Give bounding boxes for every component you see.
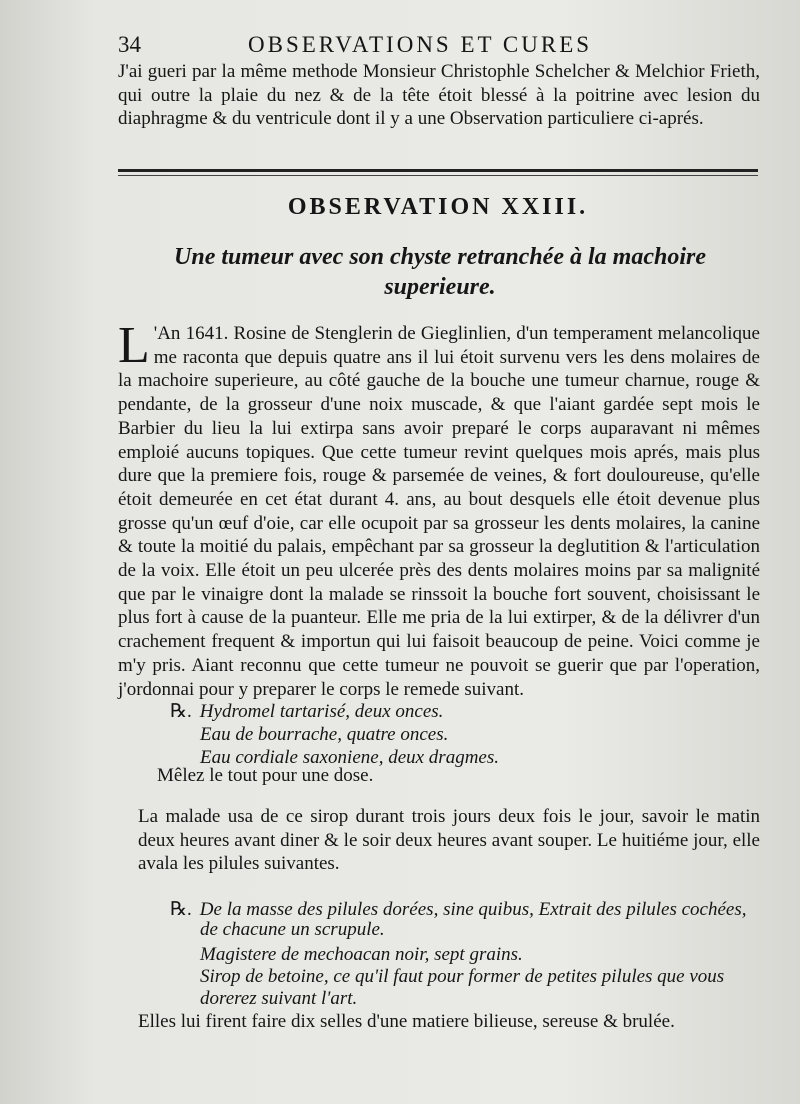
page-number: 34 xyxy=(118,32,141,57)
divider-thick-rule xyxy=(118,169,758,172)
observation-subtitle: Une tumeur avec son chyste retranchée à la machoire superieure. xyxy=(174,244,706,300)
recipe2-line-5: dorerez suivant l'art. xyxy=(200,988,358,1009)
recipe1-line-1-text: Hydromel tartarisé, deux onces. xyxy=(199,701,444,722)
recipe1-line-3: Eau cordiale saxoniene, deux dragmes. xyxy=(200,747,499,768)
recipe2-line-2: de chacune un scrupule. xyxy=(200,919,385,940)
recipe-symbol: ℞. xyxy=(170,899,192,920)
recipe2-line-3: Magistere de mechoacan noir, sept grains. xyxy=(200,944,523,965)
recipe-symbol: ℞. xyxy=(170,701,192,722)
recipe2-line-4: Sirop de betoine, ce qu'il faut pour former de petites pilules que vous xyxy=(200,966,725,987)
recipe1-line-2: Eau de bourrache, quatre onces. xyxy=(200,724,449,745)
recipe1-line-1 xyxy=(170,700,443,723)
recipe1-closing: Mêlez le tout pour une dose. xyxy=(157,765,374,786)
page-header xyxy=(118,32,768,60)
observation-body xyxy=(118,317,760,700)
drop-cap: L xyxy=(118,317,150,374)
running-title: OBSERVATIONS ET CURES xyxy=(248,32,593,57)
recipe2-line-1-text: De la masse des pilules dorées, sine quibus, Extrait des pilules cochées, xyxy=(199,899,747,920)
divider-thin-rule xyxy=(118,175,758,176)
final-line: Elles lui firent faire dix selles d'une matiere bilieuse, sereuse & brulée. xyxy=(138,1011,675,1032)
observation-title: OBSERVATION XXIII. xyxy=(287,194,589,220)
section-divider xyxy=(118,165,758,179)
intro-paragraph: J'ai gueri par la même methode Monsieur Christophle Schelcher & Melchior Frieth, qui outre la plaie du nez & de la tête étoit blessé à la poitrine avec lesion du diaphragme & du ventricule dont il y a une Observation particuliere ci-aprés. xyxy=(118,61,760,129)
paragraph-3: La malade usa de ce sirop durant trois jours deux fois le jour, savoir le matin deux heures avant diner & le soir deux heures avant souper. Le huitiéme jour, elle avala les pilules suivantes. xyxy=(138,806,760,874)
observation-body-text: 'An 1641. Rosine de Stenglerin de Gieglinlien, d'un temperament melancolique me raconta que depuis quatre ans il lui étoit survenu vers les dens molaires de la machoire superieure, au côté gauche de la bouche une tumeur charnue, rouge & pendante, de la grosseur d'une noix muscade, & que l'aiant gardée sept mois le Barbier du lieu la lui extirpa sans avoir preparé le corps auparavant ni mêmes emploié aucuns topiques. Que cette tumeur revint quelques mois aprés, mais plus dure que la premiere fois, rouge & parsemée de veines, & fort douloureuse, qu'elle étoit demeurée en cet état durant 4. ans, au bout desquels elle étoit devenue plus grosse qu'un œuf d'oie, car elle ocupoit par sa grosseur les dents molaires, la canine & toute la moitié du palais, empêchant par sa grosseur la deglutition & l'articulation de la voix. Elle étoit un peu ulcerée près des dents molaires moins par sa malignité que par le vinaigre dont la malade se rinssoit la bouche fort souvent, choisissant le plus fort à cause de la puanteur. Elle me pria de la lui extirper, & de la délivrer d'un crachement frequent & importun qui lui faisoit beaucoup de peine. Voici comme je m'y pris. Aiant reconnu que cette tumeur ne pouvoit se guerir que par l'operation, j'ordonnai pour y preparer le corps le remede suivant. xyxy=(118,323,760,700)
